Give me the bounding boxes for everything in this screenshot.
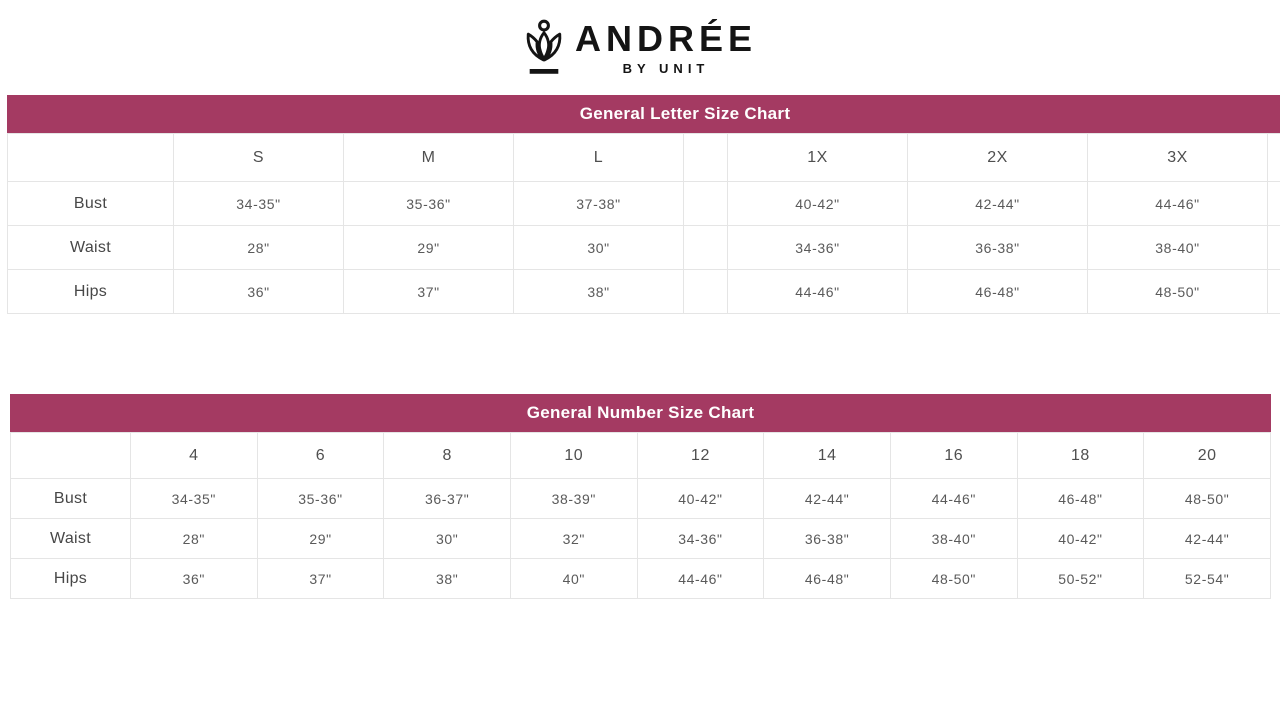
column-header: 10 (510, 433, 637, 479)
tulip-logo-icon (523, 18, 565, 78)
column-header: M (344, 134, 514, 182)
number-size-chart (10, 394, 1271, 599)
cell: 29" (344, 226, 514, 270)
brand-text (574, 17, 757, 76)
column-header: 1X (728, 134, 908, 182)
table-row (11, 479, 1271, 519)
cell: 30" (384, 519, 511, 559)
column-header: 6 (257, 433, 384, 479)
brand-subtitle: BY UNIT (622, 60, 710, 76)
column-header: 4 (131, 433, 258, 479)
cell: 40" (510, 559, 637, 599)
row-label: Bust (11, 479, 131, 519)
cell: 37" (344, 270, 514, 314)
cell: 34-36" (728, 226, 908, 270)
column-header (684, 134, 728, 182)
letter-size-chart (7, 95, 1280, 314)
table-row (8, 270, 1280, 314)
cell: 46-48" (908, 270, 1088, 314)
column-header: 8 (384, 433, 511, 479)
column-header-row (11, 433, 1271, 479)
cell: 44-46" (1088, 182, 1268, 226)
column-header: S (174, 134, 344, 182)
cell: 38-40" (890, 519, 1017, 559)
cell: 38" (384, 559, 511, 599)
cell: 42-44" (908, 182, 1088, 226)
cell: 37" (257, 559, 384, 599)
cell: 46-48" (1017, 479, 1144, 519)
table-row (11, 559, 1271, 599)
cell: 38-39" (510, 479, 637, 519)
column-header: 20 (1144, 433, 1271, 479)
cell: 42-44" (1144, 519, 1271, 559)
cell: 50-52" (1017, 559, 1144, 599)
cell: 40-42" (728, 182, 908, 226)
brand-name: ANDRÉE (574, 17, 757, 59)
cell: 36-37" (384, 479, 511, 519)
cell: 44-46" (637, 559, 764, 599)
cell (684, 182, 728, 226)
letter-chart-title: General Letter Size Chart (7, 95, 1280, 133)
cell: 48-50" (1088, 270, 1268, 314)
column-header (8, 134, 174, 182)
brand-logo (0, 0, 1280, 80)
cell: 38-40" (1088, 226, 1268, 270)
column-header: 12 (637, 433, 764, 479)
column-header: 2X (908, 134, 1088, 182)
cell: 36" (131, 559, 258, 599)
cell (1268, 270, 1280, 314)
cell: 32" (510, 519, 637, 559)
column-header: 18 (1017, 433, 1144, 479)
column-header: 16 (890, 433, 1017, 479)
letter-size-table (7, 133, 1280, 314)
cell: 44-46" (728, 270, 908, 314)
cell: 28" (131, 519, 258, 559)
row-label: Hips (8, 270, 174, 314)
cell: 42-44" (764, 479, 891, 519)
number-size-table (10, 432, 1271, 599)
cell: 28" (174, 226, 344, 270)
number-chart-title: General Number Size Chart (10, 394, 1271, 432)
cell: 48-50" (1144, 479, 1271, 519)
column-header: 14 (764, 433, 891, 479)
cell: 36-38" (764, 519, 891, 559)
table-row (8, 226, 1280, 270)
cell: 35-36" (257, 479, 384, 519)
cell: 48-50" (890, 559, 1017, 599)
cell: 52-54" (1144, 559, 1271, 599)
cell: 37-38" (514, 182, 684, 226)
cell: 35-36" (344, 182, 514, 226)
cell (1268, 226, 1280, 270)
column-header (11, 433, 131, 479)
cell: 40-42" (637, 479, 764, 519)
cell: 30" (514, 226, 684, 270)
row-label: Waist (8, 226, 174, 270)
row-label: Bust (8, 182, 174, 226)
cell (1268, 182, 1280, 226)
cell (684, 270, 728, 314)
cell: 40-42" (1017, 519, 1144, 559)
column-header (1268, 134, 1280, 182)
cell: 46-48" (764, 559, 891, 599)
column-header: L (514, 134, 684, 182)
row-label: Waist (11, 519, 131, 559)
cell: 29" (257, 519, 384, 559)
table-row (11, 519, 1271, 559)
cell: 36-38" (908, 226, 1088, 270)
cell (684, 226, 728, 270)
column-header: 3X (1088, 134, 1268, 182)
cell: 36" (174, 270, 344, 314)
column-header-row (8, 134, 1280, 182)
cell: 44-46" (890, 479, 1017, 519)
table-row (8, 182, 1280, 226)
cell: 38" (514, 270, 684, 314)
row-label: Hips (11, 559, 131, 599)
cell: 34-36" (637, 519, 764, 559)
cell: 34-35" (174, 182, 344, 226)
cell: 34-35" (131, 479, 258, 519)
